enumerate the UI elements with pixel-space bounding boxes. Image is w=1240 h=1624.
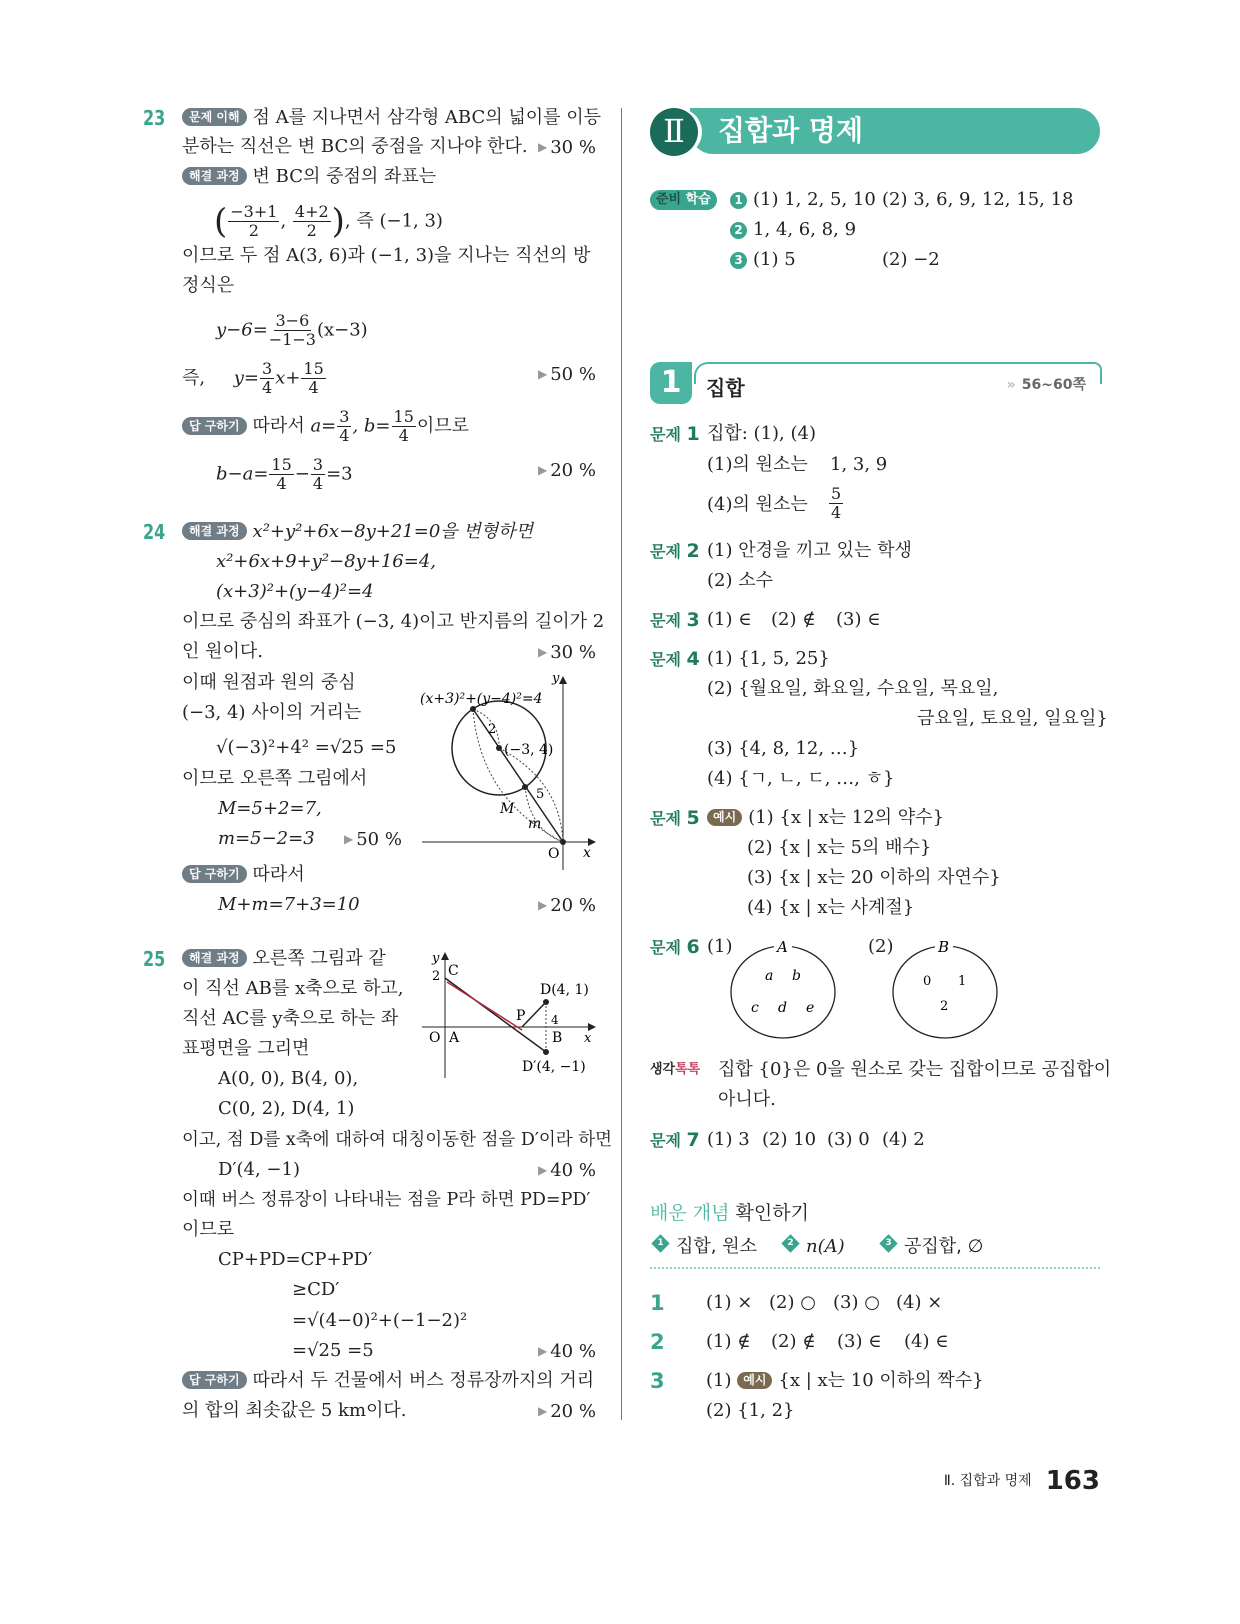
text-line: (4)의 원소는 (707, 494, 808, 515)
text: 4 (398, 426, 409, 445)
text: 금요일, 토요일, 일요일} (917, 708, 1108, 729)
segment-PD (522, 1002, 546, 1027)
score-percent (538, 362, 596, 387)
text: 4+2 (294, 202, 329, 221)
text-line: 변 BC의 중점의 좌표는 (252, 166, 437, 187)
text: 20 % (550, 460, 596, 481)
text: 4 (339, 426, 350, 445)
circled-number-icon: 1 (730, 192, 747, 209)
label-x: x (583, 845, 591, 861)
tag-process: 해결 과정 (182, 167, 247, 185)
text: 3 (339, 407, 350, 426)
chapter-title: 집합과 명제 (718, 114, 863, 147)
label-P: P (516, 1008, 526, 1024)
text: 2 (650, 1330, 665, 1354)
text-line: 이 직선 AB를 x축으로 하고, (182, 978, 404, 999)
text: (1) ∉ (706, 1331, 751, 1352)
set-B-ellipse (893, 946, 997, 1038)
text-line: (−3, 4) 사이의 거리는 (182, 702, 362, 723)
equation: ≥CD′ (292, 1279, 340, 1300)
score-percent (538, 640, 596, 665)
text: 집합 {0}은 0을 원소로 갖는 집합이므로 공집합이 (718, 1059, 1112, 1080)
text-line: D′(4, −1) (218, 1159, 300, 1180)
text: 문제 (650, 1131, 681, 1150)
triangle-icon: ▶ (538, 898, 548, 912)
text-line: 이므로 (182, 1219, 235, 1240)
text-line: A(0, 0), B(4, 0), (218, 1068, 359, 1089)
triangle-icon: ▶ (538, 1163, 548, 1177)
triangle-icon: ▶ (538, 1404, 548, 1418)
label-origin: O (548, 846, 560, 862)
text: c (751, 1000, 759, 1016)
label-M: M (500, 801, 515, 817)
text: 1 (650, 1291, 665, 1315)
text: 3 (686, 609, 700, 631)
text-line: 이므로 두 점 A(3, 6)과 (−1, 3)을 지나는 직선의 방 (182, 245, 591, 266)
text: 집합, 원소 (676, 1236, 757, 1257)
text: 0 (923, 974, 932, 989)
text-line: 직선 AC를 y축으로 하는 좌 (182, 1008, 399, 1029)
text: 공집합, ∅ (904, 1236, 984, 1257)
page-number: 163 (1045, 1466, 1100, 1496)
text: =3 (326, 463, 353, 485)
equation: m=5−2=3 (218, 828, 315, 849)
text: 아니다. (718, 1089, 776, 1110)
problem-number: 25 (143, 947, 166, 971)
text-line: 표평면을 그리면 (182, 1038, 310, 1059)
equation: √(−3)²+4² =√25 =5 (216, 737, 397, 758)
chapter-number: Ⅱ (650, 108, 698, 156)
text-line: 집합: (1), (4) (707, 423, 816, 444)
text-line: 1, 3, 9 (830, 454, 888, 475)
footer-chapter: Ⅱ. 집합과 명제 (943, 1473, 1032, 1489)
text: 준비 (656, 192, 682, 207)
text: 15 (393, 407, 414, 426)
circle-distance-figure (410, 665, 610, 875)
text-line: (2) −2 (882, 249, 940, 270)
section-number: 1 (650, 362, 692, 404)
text: (4) × (896, 1292, 943, 1313)
tag-answer: 답 구하기 (182, 865, 247, 883)
triangle-icon: ▶ (538, 645, 548, 659)
label-O: O (429, 1030, 441, 1046)
text: 4 (831, 503, 842, 522)
text: (4) 2 (882, 1129, 925, 1150)
text: 이므로 (416, 415, 470, 437)
text: (1) × (706, 1292, 753, 1313)
text: (1) (706, 1370, 732, 1391)
label-D-prime: D′(4, −1) (522, 1059, 586, 1075)
prep-label (650, 190, 717, 210)
text: 문제 (650, 425, 681, 444)
text-line: 따라서 (252, 864, 305, 885)
score-percent (538, 1158, 596, 1183)
text: x+ (275, 367, 301, 389)
equation (216, 456, 353, 492)
chevron-right-icon: » (1006, 377, 1016, 393)
text: 2 (306, 221, 317, 240)
text: 4 (262, 378, 273, 397)
text-line: 이때 원점과 원의 중심 (182, 672, 356, 693)
text-line: (1) 안경을 끼고 있는 학생 (707, 540, 912, 561)
text: {x | x는 10 이하의 짝수} (778, 1370, 984, 1391)
text: (3) ○ (833, 1292, 880, 1313)
text: n(A) (806, 1236, 845, 1257)
equation: M=5+2=7, (218, 798, 322, 819)
text: (3) ∈ (837, 1331, 882, 1352)
example-badge: 예시 (707, 809, 742, 826)
text: (2) {월요일, 화요일, 수요일, 목요일, (707, 678, 999, 699)
text-line: (2) 소수 (707, 570, 773, 591)
problem-number: 24 (143, 520, 166, 544)
diamond-number-icon (781, 1234, 799, 1252)
text-line: (1)의 원소는 (707, 454, 808, 475)
text: 40 % (550, 1160, 596, 1181)
text: 1 (657, 1238, 664, 1248)
text: 2 (940, 999, 949, 1014)
diamond-number-icon (879, 1234, 897, 1252)
triangle-icon: ▶ (538, 367, 548, 381)
tag-answer: 답 구하기 (182, 417, 247, 435)
text: e (806, 1000, 815, 1016)
text: 3 (650, 1369, 665, 1393)
score-percent (538, 1339, 596, 1364)
text: (1) 3 (707, 1129, 750, 1150)
label-y: y (432, 951, 440, 966)
text: −1−3 (268, 330, 316, 349)
text: 문제 (650, 650, 681, 669)
segment-CP (447, 982, 522, 1030)
text-line: 오른쪽 그림과 같 (252, 948, 386, 969)
segment-CD-prime (445, 978, 546, 1052)
text: , 즉 (−1, 3) (344, 210, 443, 232)
text-line: 의 합의 최솟값은 5 km이다. (182, 1400, 407, 1421)
text-line: 이고, 점 D를 x축에 대하여 대칭이동한 점을 D′이라 하면 (182, 1130, 613, 1150)
venn-diagrams (720, 935, 1010, 1045)
text: 4 (312, 474, 324, 493)
text: (2) {x | x는 5의 배수} (747, 837, 932, 858)
tag-process: 해결 과정 (182, 522, 247, 540)
text: − (294, 463, 310, 485)
label-radius: 2 (488, 722, 497, 737)
text: 1 (686, 423, 700, 445)
tag-process: 해결 과정 (182, 949, 247, 967)
section-pages (1007, 374, 1086, 394)
text: −3+1 (230, 202, 278, 221)
text: 20 % (550, 1401, 596, 1422)
circled-number-icon: 3 (730, 252, 747, 269)
equation: =√(4−0)²+(−1−2)² (292, 1310, 468, 1331)
section-header (650, 362, 1100, 406)
text: 7 (686, 1129, 700, 1151)
text: 문제 (650, 938, 681, 957)
text: d (778, 1000, 787, 1016)
text: 문제 (650, 542, 681, 561)
text: 즉, (182, 367, 206, 389)
label-2: 2 (432, 969, 441, 984)
text: 15 (303, 359, 324, 378)
text: (4) {x | x는 사계절} (747, 897, 915, 918)
score-percent (344, 827, 402, 852)
text: b−a= (216, 463, 269, 485)
text: 20 % (550, 895, 596, 916)
text: 생각 (650, 1062, 676, 1077)
equation: M+m=7+3=10 (218, 894, 360, 915)
label-D: D(4, 1) (540, 982, 589, 998)
equation: (x+3)²+(y−4)²=4 (216, 581, 374, 602)
text-line: 이므로 중심의 좌표가 (−3, 4)이고 반지름의 길이가 2 (182, 611, 605, 632)
text: 3−6 (275, 311, 310, 330)
circle-equation: (x+3)²+(y−4)²=4 (420, 691, 543, 707)
text: (1) {x | x는 12의 약수} (748, 807, 945, 828)
text: b (792, 968, 801, 984)
text: 2 (787, 1238, 794, 1248)
label-center: (−3, 4) (504, 742, 554, 758)
diameter-line (473, 709, 563, 842)
text: (4) {ㄱ, ㄴ, ㄷ, …, ㅎ} (707, 768, 895, 789)
text-line: x²+y²+6x−8y+21=0을 변형하면 (252, 521, 533, 542)
text: 40 % (550, 1341, 596, 1362)
text-line: 점 A를 지나면서 삼각형 ABC의 넓이를 이등 (252, 107, 602, 128)
text: a (765, 968, 774, 984)
label-distance: 5 (536, 787, 545, 802)
text: 2 (248, 221, 259, 240)
example-badge: 예시 (737, 1372, 772, 1389)
text: (3) {4, 8, 12, …} (707, 738, 860, 759)
text: 2 (686, 540, 700, 562)
text: 6 (686, 936, 700, 958)
text: 56~60쪽 (1021, 377, 1086, 393)
text: , b= (352, 415, 391, 437)
text: (4) ∈ (904, 1331, 949, 1352)
text-line: 인 원이다. (182, 641, 263, 662)
text: 3 (885, 1238, 892, 1248)
answer-line (182, 408, 469, 444)
text: 문제 (650, 611, 681, 630)
text-line: C(0, 2), D(4, 1) (218, 1098, 355, 1119)
text: (2) ∉ (771, 609, 816, 630)
y-axis-arrow (559, 676, 567, 684)
problem-number: 23 (143, 106, 166, 130)
label-A: A (449, 1030, 460, 1046)
text: 학습 (685, 192, 711, 207)
text: 15 (271, 455, 292, 474)
midpoint-formula: ( $\frac{-3+1}{2}$ , $\frac{4+2}{2}$ ), 즉 (−1, 3) (214, 201, 443, 242)
text: 3 (312, 455, 324, 474)
score-percent (538, 1399, 596, 1424)
text: (3) ∈ (836, 609, 881, 630)
text: 5 (686, 807, 700, 829)
equation: x²+6x+9+y²−8y+16=4, (216, 551, 436, 572)
diamond-number-icon (651, 1234, 669, 1252)
tag-understand: 문제 이해 (182, 108, 247, 126)
fraction (829, 485, 843, 522)
label-m: m (528, 816, 542, 832)
text: a= (310, 415, 337, 437)
text: (2) 10 (762, 1129, 817, 1150)
text-line: 이때 버스 정류장이 나타내는 점을 P라 하면 PD=PD′ (182, 1190, 591, 1210)
tag-answer: 답 구하기 (182, 1371, 247, 1389)
label-B: B (552, 1030, 563, 1046)
text: y= (233, 367, 259, 389)
text: 4 (308, 378, 319, 397)
section-title: 집합 (706, 376, 745, 400)
set-A-ellipse (731, 946, 835, 1038)
label-B: B (938, 938, 950, 956)
triangle-icon: ▶ (538, 140, 548, 154)
label-y: y (552, 671, 560, 686)
text: 50 % (356, 829, 402, 850)
text: (1) ∈ (707, 609, 752, 630)
text: 배운 개념 (650, 1202, 730, 1224)
text: (1) 5 (753, 249, 796, 270)
circled-number-icon: 2 (730, 222, 747, 239)
text: 4 (686, 648, 700, 670)
text: 3 (262, 359, 273, 378)
text: 확인하기 (735, 1202, 809, 1224)
label-x: x (584, 1031, 592, 1046)
equation: CP+PD=CP+PD′ (218, 1249, 373, 1270)
text: 톡톡 (675, 1062, 701, 1077)
score-percent (538, 893, 596, 918)
text: (1) {1, 5, 25} (707, 648, 830, 669)
text-line: (2) 3, 6, 9, 12, 15, 18 (882, 189, 1074, 210)
text: (2) {1, 2} (706, 1400, 795, 1421)
text: (1) (707, 936, 733, 957)
equation (216, 312, 368, 348)
text: 5 (831, 484, 842, 503)
text-line: 분하는 직선은 변 BC의 중점을 지나야 한다. (182, 136, 528, 157)
triangle-icon: ▶ (538, 1344, 548, 1358)
score-percent (538, 458, 596, 483)
equation: =√25 =5 (292, 1340, 374, 1361)
page-footer (944, 1466, 1100, 1496)
text: (2) (868, 936, 894, 957)
equation (182, 360, 327, 396)
text: 30 % (550, 642, 596, 663)
text: 50 % (550, 364, 596, 385)
text: (x−3) (316, 319, 368, 341)
text: 1 (958, 974, 967, 989)
text: (3) 0 (827, 1129, 870, 1150)
text: 4 (276, 474, 287, 493)
text: 30 % (550, 137, 596, 158)
dotted-divider (650, 1267, 1100, 1269)
text: y−6= (216, 319, 268, 341)
score-percent (538, 135, 596, 160)
text: (1) 1, 2, 5, 10 (753, 189, 876, 210)
label-C: C (448, 963, 459, 979)
text: (2) ∉ (771, 1331, 816, 1352)
text-line: 이므로 오른쪽 그림에서 (182, 768, 368, 789)
text: 1, 4, 6, 8, 9 (753, 219, 857, 240)
label-4: 4 (551, 1013, 559, 1027)
bus-stop-figure (415, 945, 605, 1080)
column-divider (621, 108, 622, 1420)
triangle-icon: ▶ (344, 832, 354, 846)
triangle-icon: ▶ (538, 463, 548, 477)
text: 문제 (650, 809, 681, 828)
text: (3) {x | x는 20 이하의 자연수} (747, 867, 1001, 888)
text: 따라서 (252, 415, 311, 437)
text-line: 정식은 (182, 275, 235, 296)
text-line: 따라서 두 건물에서 버스 정류장까지의 거리 (252, 1370, 595, 1391)
text: (2) ○ (769, 1292, 816, 1313)
label-A: A (777, 938, 788, 956)
